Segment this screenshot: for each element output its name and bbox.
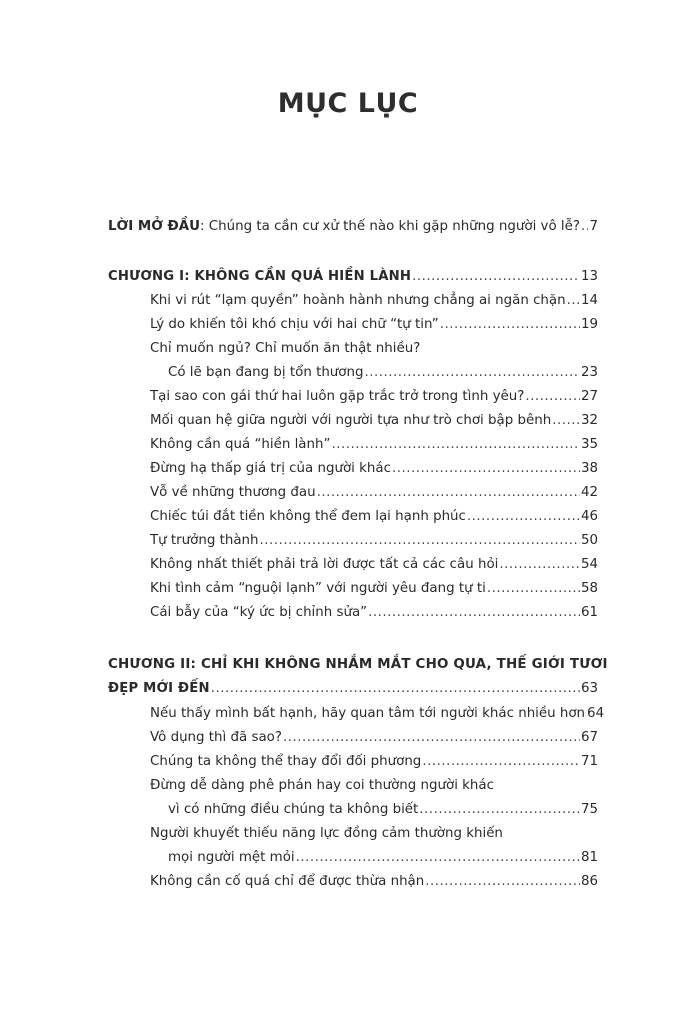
toc-entry[interactable] [150,705,605,723]
page-number: 7 [589,219,598,234]
entry-title: Không cần cố quá chỉ để được thừa nhận [150,874,425,889]
toc-chapter-2[interactable] [108,680,598,698]
entry-title: Cái bẫy của “ký ức bị chỉnh sửa” [150,605,368,620]
page-number: 58 [580,581,598,596]
leader-dots [211,680,580,698]
toc-chapter-1[interactable] [108,268,598,286]
leader-dots [317,484,580,502]
leader-dots [422,753,580,771]
leader-dots [364,364,579,382]
page-number: 35 [580,437,598,452]
page-number: 23 [580,365,598,380]
toc-entry[interactable] [150,604,598,622]
entry-title-line2: vì có những điều chúng ta không biết [168,802,419,817]
leader-dots [467,508,580,526]
toc-entry[interactable] [150,292,598,310]
page-number: 42 [580,485,598,500]
page-number: 27 [580,389,598,404]
entry-title: Khi tình cảm “nguội lạnh” với người yêu đang tự ti [150,581,486,596]
page-number: 81 [580,850,598,865]
page-number: 61 [580,605,598,620]
chapter-heading-line2: ĐẸP MỚI ĐẾN [108,681,210,696]
entry-title: Chiếc túi đắt tiền không thể đem lại hạnh phúc [150,509,466,524]
leader-dots [581,218,588,236]
entry-title-line2: Có lẽ bạn đang bị tổn thương [168,365,364,380]
toc-entry[interactable] [150,388,598,406]
entry-title: Khi vi rút “lạm quyền” hoành hành nhưng chẳng ai ngăn chặn [150,293,566,308]
toc-entry[interactable] [150,729,598,747]
page-number: 75 [580,802,598,817]
entry-title-line1[interactable]: Đừng dễ dàng phê phán hay coi thường người khác [150,778,494,793]
leader-dots [296,849,580,867]
entry-title: Tự trưởng thành [150,533,259,548]
leader-dots [331,436,580,454]
toc-entry[interactable] [150,580,598,598]
toc-entry[interactable] [168,801,598,819]
leader-dots [499,556,580,574]
toc-entry[interactable] [150,556,598,574]
leader-dots [487,580,580,598]
chapter-2-heading-line1[interactable]: CHƯƠNG II: CHỈ KHI KHÔNG NHẮM MẮT CHO QUA, THẾ GIỚI TƯƠI [108,657,608,672]
page-number: 50 [580,533,598,548]
page-number: 67 [580,730,598,745]
toc-entry[interactable] [168,849,598,867]
toc-entry-intro[interactable] [108,218,598,236]
page-number: 86 [580,874,598,889]
entry-title: Chúng ta không thể thay đổi đối phương [150,754,422,769]
entry-title: Không cần quá “hiền lành” [150,437,331,452]
entry-title: Không nhất thiết phải trả lời được tất cả các câu hỏi [150,557,499,572]
page-number: 46 [580,509,598,524]
leader-dots [412,268,580,286]
toc-entry[interactable] [150,412,598,430]
toc-entry[interactable] [150,532,598,550]
page-number: 71 [580,754,598,769]
toc-entry[interactable] [150,460,598,478]
toc-entry[interactable] [150,484,598,502]
page-title: MỤC LỤC [277,88,419,119]
entry-title: Lý do khiến tôi khó chịu với hai chữ “tự tin” [150,317,439,332]
entry-title: Mối quan hệ giữa người với người tựa như trò chơi bập bênh [150,413,552,428]
entry-title: Đừng hạ thấp giá trị của người khác [150,461,391,476]
chapter-heading: CHƯƠNG I: KHÔNG CẦN QUÁ HIỀN LÀNH [108,269,412,284]
entry-title: Vỗ về những thương đau [150,485,316,500]
entry-title-line1[interactable]: Người khuyết thiếu năng lực đồng cảm thường khiến [150,826,503,841]
toc-entry[interactable] [150,508,598,526]
leader-dots [552,412,580,430]
intro-title: : Chúng ta cần cư xử thế nào khi gặp những người vô lễ? [200,219,580,234]
leader-dots [567,292,580,310]
entry-title-line1[interactable]: Chỉ muốn ngủ? Chỉ muốn ăn thật nhiều? [150,341,421,356]
leader-dots [368,604,580,622]
page-number: 19 [580,317,598,332]
page-number: 64 [587,706,605,721]
entry-title: Vô dụng thì đã sao? [150,730,282,745]
leader-dots [283,729,580,747]
toc-entry[interactable] [150,873,598,891]
intro-label: LỜI MỞ ĐẦU [108,219,201,234]
page-number: 32 [580,413,598,428]
page-number: 63 [580,681,598,696]
page-number: 54 [580,557,598,572]
leader-dots [392,460,580,478]
leader-dots [425,873,580,891]
toc-entry[interactable] [168,364,598,382]
toc-entry[interactable] [150,316,598,334]
toc-entry[interactable] [150,436,598,454]
toc-entry[interactable] [150,753,598,771]
page-number: 38 [580,461,598,476]
entry-title-line2: mọi người mệt mỏi [168,850,295,865]
page-number: 13 [580,269,598,284]
leader-dots [525,388,580,406]
page-number: 14 [580,293,598,308]
leader-dots [440,316,580,334]
entry-title: Tại sao con gái thứ hai luôn gặp trắc trở trong tình yêu? [150,389,525,404]
leader-dots [260,532,580,550]
leader-dots [419,801,580,819]
entry-title: Nếu thấy mình bất hạnh, hãy quan tâm tới người khác nhiều hơn [150,706,586,721]
